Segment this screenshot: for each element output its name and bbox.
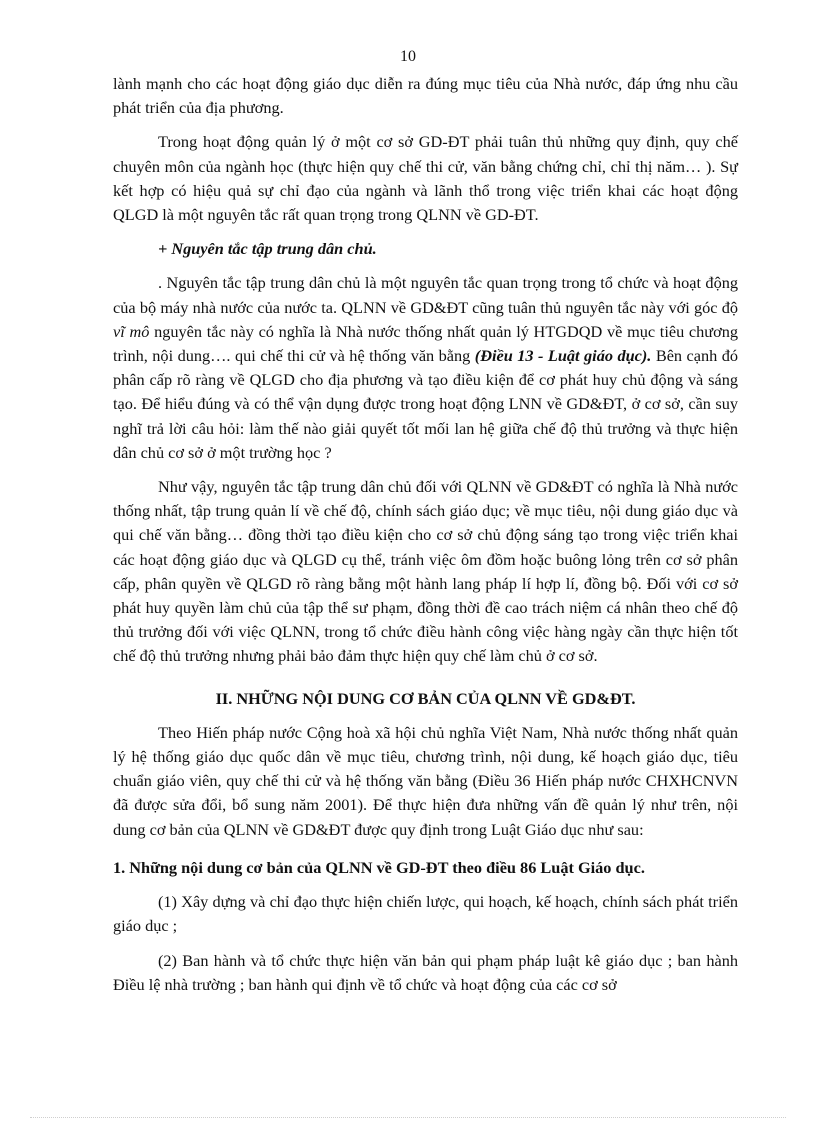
- paragraph-text: Bên cạnh đó phân cấp rõ ràng về QLGD cho địa phương và tạo điều kiện để cơ phát huy chủ động và sáng tạo. Để hiểu đúng và có thể vận dụng được trong hoạt động LNN về GD&ĐT, ở cơ sở, cần suy nghĩ trả lời câu hỏi: làm thế nào giải quyết tốt mối lan hệ giữa chế độ thủ trưởng và thực hiện dân chủ cơ sở ở một trường học ?: [113, 346, 739, 462]
- law-reference: (Điều 13 - Luật giáo dục).: [474, 346, 652, 366]
- document-body: [113, 72, 738, 1007]
- paragraph-text: . Nguyên tắc tập trung dân chủ là một nguyên tắc quan trọng trong tổ chức và hoạt động của bộ máy nhà nước của nước ta. QLNN về GD&ĐT cũng tuân thủ nguyên tắc này với góc độ: [113, 273, 738, 317]
- emphasis-text: vĩ mô: [113, 321, 150, 341]
- paragraph-continuation: lành mạnh cho các hoạt động giáo dục diễn ra đúng mục tiêu của Nhà nước, đáp ứng nhu cầu phát triển của địa phương.: [113, 74, 738, 118]
- paragraph-constitution: Theo Hiến pháp nước Cộng hoà xã hội chủ nghĩa Việt Nam, Nhà nước thống nhất quản lý hệ thống giáo dục quốc dân về mục tiêu, chương trình, nội dung, kế hoạch giáo dục, tiêu chuẩn giáo viên, quy chế thi cử và hệ thống văn bằng (Điều 36 Hiến pháp nước CHXHCNVN đã được sửa đổi, bổ sung năm 2001). Để thực hiện đưa những vấn đề quản lý như trên, nội dung cơ bản của QLNN về GD&ĐT được quy định trong Luật Giáo dục như sau:: [113, 722, 738, 839]
- principle-heading: + Nguyên tắc tập trung dân chủ.: [158, 239, 377, 259]
- paragraph-management-rules: Trong hoạt động quản lý ở một cơ sở GD-ĐT phải tuân thủ những quy định, quy chế chuyên môn của ngành học (thực hiện quy chế thi cử, văn bằng chứng chỉ, chỉ thị năm… ). Sự kết hợp có hiệu quả sự chỉ đạo của ngành và lãnh thổ trong việc triển khai các hoạt động QLGD là một nguyên tắc rất quan trọng trong QLNN về GD-ĐT.: [113, 132, 738, 225]
- subsection-heading: 1. Những nội dung cơ bản của QLNN về GD-ĐT theo điều 86 Luật Giáo dục.: [113, 857, 645, 877]
- section-heading: II. NHỮNG NỘI DUNG CƠ BẢN CỦA QLNN VỀ GD&ĐT.: [215, 688, 636, 708]
- list-item: (2) Ban hành và tổ chức thực hiện văn bản qui phạm pháp luật kê giáo dục ; ban hành Điều lệ nhà trường ; ban hành qui định về tổ chức và hoạt động của các cơ sở: [113, 950, 738, 994]
- paragraph-summary: Như vậy, nguyên tắc tập trung dân chủ đối với QLNN về GD&ĐT có nghĩa là Nhà nước thống nhất, tập trung quản lí về chế độ, chính sách giáo dục; về mục tiêu, nội dung giáo dục và qui chế văn bằng… đồng thời tạo điều kiện cho cơ sở chủ động sáng tạo trong việc triển khai các hoạt động giáo dục và QLGD cụ thể, tránh việc ôm đồm hoặc buông lỏng trên cơ sở phân cấp, phân quyền về QLGD rõ ràng bằng một hành lang pháp lí hợp lí, đồng bộ. Đối với cơ sở phát huy quyền làm chủ của tập thể sư phạm, đồng thời đề cao trách niệm cá nhân theo chế độ thủ trưởng đối với việc QLNN, trong tổ chức điều hành công việc hàng ngày cần thực hiện tốt chế độ thủ trưởng nhưng phải bảo đảm thực hiện quy chế làm chủ ở cơ sở.: [113, 477, 738, 666]
- page-number: 10: [400, 48, 416, 65]
- paragraph-text: nguyên tắc này có nghĩa là Nhà nước thống nhất quản lý HTGDQD về mục tiêu chương trình, nội dung…. qui chế thi cử và hệ thống văn bằng: [113, 321, 738, 366]
- paragraph-democratic-centralism: [113, 271, 738, 465]
- list-item: (1) Xây dựng và chỉ đạo thực hiện chiến lược, qui hoạch, kế hoạch, chính sách phát triển giáo dục ;: [113, 892, 738, 936]
- page-footer-rule: [30, 1117, 786, 1118]
